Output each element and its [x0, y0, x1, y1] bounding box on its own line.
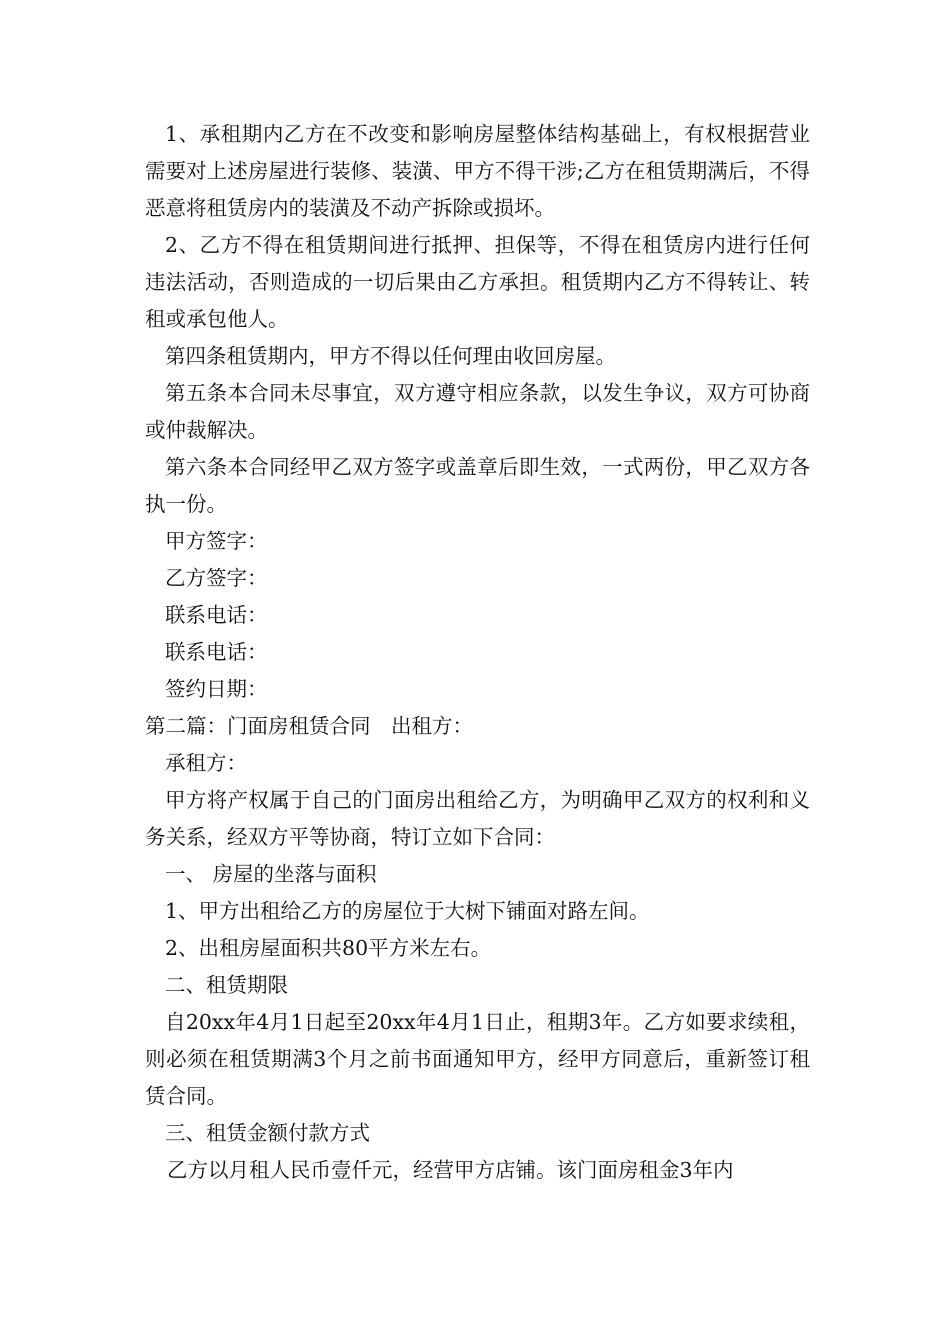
- contact-phone-b: 联系电话：: [165, 640, 268, 664]
- paragraph-rent: 乙方以月租人民币壹仟元，经营甲方店铺。该门面房租金3年内: [167, 1158, 734, 1182]
- heading-rent-payment: 三、租赁金额付款方式: [165, 1121, 370, 1145]
- heading-location-area: 一、 房屋的坐落与面积: [165, 862, 377, 886]
- paragraph-clause-2: 2、乙方不得在租赁期间进行抵押、担保等，不得在租赁房内进行任何违法活动，否则造成的一切后果由乙方承担。租赁期内乙方不得转让、转租或承包他人。: [145, 233, 810, 331]
- paragraph-location: 1、甲方出租给乙方的房屋位于大树下铺面对路左间。: [165, 899, 650, 923]
- contact-phone-a: 联系电话：: [165, 603, 268, 627]
- lessee-label: 承租方：: [165, 751, 247, 775]
- signature-party-b: 乙方签字：: [165, 566, 268, 590]
- paragraph-article-5: 第五条本合同未尽事宜，双方遵守相应条款，以发生争议，双方可协商或仲裁解决。: [145, 381, 810, 442]
- paragraph-intro: 甲方将产权属于自己的门面房出租给乙方，为明确甲乙双方的权利和义务关系，经双方平等协商，特订立如下合同：: [145, 788, 810, 849]
- signing-date: 签约日期：: [165, 677, 268, 701]
- section-title-part-2: 第二篇：门面房租赁合同 出租方：: [145, 714, 473, 738]
- document-page: [145, 116, 810, 1189]
- heading-lease-term: 二、租赁期限: [165, 973, 288, 997]
- paragraph-article-4: 第四条租赁期内，甲方不得以任何理由收回房屋。: [165, 344, 616, 368]
- paragraph-clause-1: 1、承租期内乙方在不改变和影响房屋整体结构基础上，有权根据营业需要对上述房屋进行装修、装潢、甲方不得干涉;乙方在租赁期满后，不得恶意将租赁房内的装潢及不动产拆除或损坏。: [145, 122, 810, 220]
- signature-party-a: 甲方签字：: [165, 529, 268, 553]
- paragraph-lease-term: 自20xx年4月1日起至20xx年4月1日止，租期3年。乙方如要求续租，则必须在租赁期满3个月之前书面通知甲方，经甲方同意后，重新签订租赁合同。: [145, 1010, 810, 1108]
- paragraph-article-6: 第六条本合同经甲乙双方签字或盖章后即生效，一式两份，甲乙双方各执一份。: [145, 455, 810, 516]
- paragraph-area: 2、出租房屋面积共80平方米左右。: [165, 936, 492, 960]
